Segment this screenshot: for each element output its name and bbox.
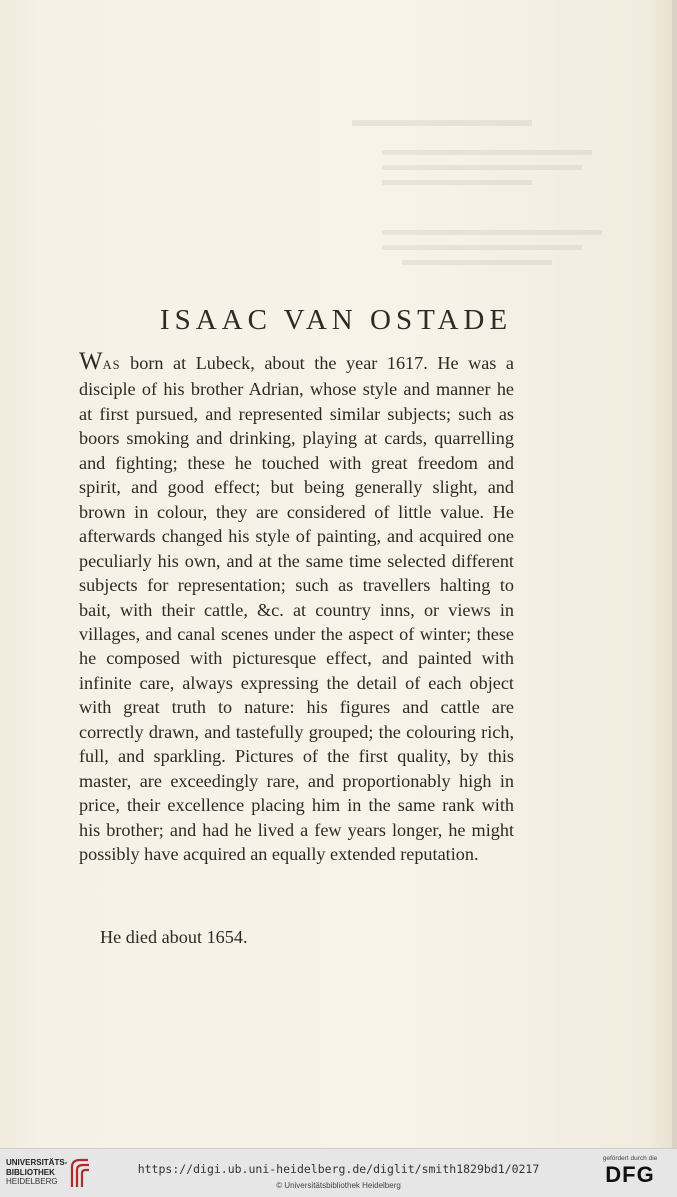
dfg-logo: DFG [605,1162,655,1187]
footer-bar [0,1148,677,1197]
chapter-title: ISAAC VAN OSTADE [159,304,513,336]
first-word-small-caps: AS [102,358,121,372]
permalink-url[interactable]: https://digi.ub.uni-heidelberg.de/diglit/smith1829bd1/0217 [137,1162,540,1176]
library-name-line2: BIBLIOTHEK [6,1167,55,1177]
drop-cap: W [79,348,103,375]
funder-block[interactable] [595,1155,665,1187]
library-name-line1: UNIVERSITÄTS- [6,1158,68,1167]
library-name-line3: HEIDELBERG [6,1177,58,1186]
body-paragraph [79,348,514,867]
bleed-through-text [342,120,602,280]
page-edge [672,0,677,1148]
body-text: born at Lubeck, about the year 1617. He was a disciple of his brother Adrian, whose style and manner he at first pursued, and represented similar subjects; such as boors smoking and drinking, playing at cards, quarrelling and fighting; these he touched with great freedom and spirit, and good effect; but being generally slight, and brown in colour, they are considered of little value. He afterwards changed his style of painting, and acquired one peculiarly his own, and at the same time selected different subjects for representation; such as travellers halting to bait, with their cattle, &c. at country inns, or views in villages, and canal scenes under the aspect of winter; these he composed with picturesque effect, and painted with infinite care, always expressing the detail of each object with great truth to nature: his figures and cattle are correctly drawn, and tastefully grouped; the colouring rich, full, and sparkling. Pictures of the first quality, by this master, are exceedingly rare, and proportionably high in price, their excellence placing him in the same rank with his brother; and had he lived a few years longer, he might possibly have acquired an equally extended reputation. [79,353,514,865]
copyright-notice: © Universitätsbibliothek Heidelberg [276,1181,401,1190]
funder-note: gefördert durch die [602,1155,658,1162]
closing-line: He died about 1654. [100,927,248,947]
